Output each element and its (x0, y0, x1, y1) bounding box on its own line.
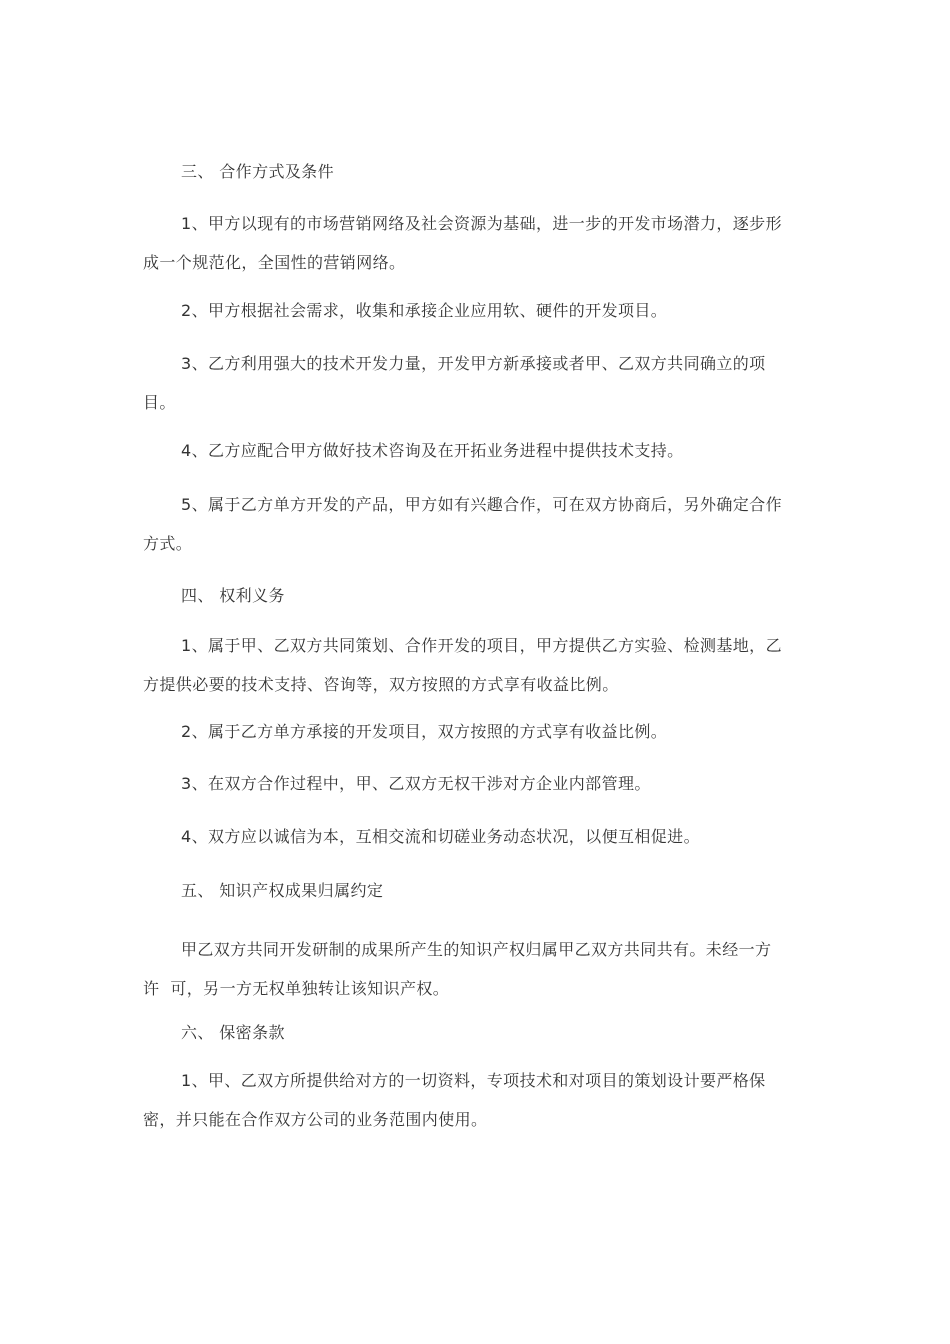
paragraph-line: 5、属于乙方单方开发的产品，甲方如有兴趣合作，可在双方协商后，另外确定合作 (181, 495, 782, 514)
paragraph-line: 4、乙方应配合甲方做好技术咨询及在开拓业务进程中提供技术支持。 (181, 441, 684, 460)
paragraph-3-1 (143, 204, 813, 282)
paragraph-line: 目。 (143, 393, 176, 412)
paragraph-3-3 (143, 344, 813, 422)
paragraph-4-2 (143, 712, 813, 751)
section-heading-4 (143, 576, 813, 615)
paragraph-line: 1、甲、乙双方所提供给对方的一切资料，专项技术和对项目的策划设计要严格保 (181, 1071, 766, 1090)
paragraph-line: 成一个规范化，全国性的营销网络。 (143, 253, 406, 272)
paragraph-4-3 (143, 764, 813, 803)
paragraph-line: 密，并只能在合作双方公司的业务范围内使用。 (143, 1110, 488, 1129)
section-heading-3 (143, 152, 813, 191)
paragraph-line: 1、属于甲、乙双方共同策划、合作开发的项目，甲方提供乙方实验、检测基地，乙 (181, 636, 782, 655)
paragraph-line: 4、双方应以诚信为本，互相交流和切磋业务动态状况，以便互相促进。 (181, 827, 700, 846)
heading-text: 六、 保密条款 (181, 1023, 285, 1042)
section-heading-5 (143, 871, 813, 910)
paragraph-line: 3、在双方合作过程中，甲、乙双方无权干涉对方企业内部管理。 (181, 774, 651, 793)
paragraph-line: 甲乙双方共同开发研制的成果所产生的知识产权归属甲乙双方共同共有。未经一方 (181, 940, 772, 959)
heading-text: 五、 知识产权成果归属约定 (181, 881, 384, 900)
paragraph-line: 2、属于乙方单方承接的开发项目，双方按照的方式享有收益比例。 (181, 722, 668, 741)
paragraph-6-1 (143, 1061, 813, 1139)
section-heading-6 (143, 1013, 813, 1052)
paragraph-line: 1、甲方以现有的市场营销网络及社会资源为基础，进一步的开发市场潜力，逐步形 (181, 214, 782, 233)
paragraph-line: 3、乙方利用强大的技术开发力量，开发甲方新承接或者甲、乙双方共同确立的项 (181, 354, 766, 373)
heading-text: 四、 权利义务 (181, 586, 285, 605)
heading-text: 三、 合作方式及条件 (181, 162, 335, 181)
paragraph-3-5 (143, 485, 813, 563)
paragraph-3-2 (143, 291, 813, 330)
paragraph-5-1 (143, 930, 813, 1008)
paragraph-line: 2、甲方根据社会需求，收集和承接企业应用软、硬件的开发项目。 (181, 301, 668, 320)
paragraph-line: 许 可，另一方无权单独转让该知识产权。 (143, 979, 450, 998)
paragraph-4-4 (143, 817, 813, 856)
paragraph-4-1 (143, 626, 813, 704)
paragraph-line: 方提供必要的技术支持、咨询等，双方按照的方式享有收益比例。 (143, 675, 619, 694)
paragraph-3-4 (143, 431, 813, 470)
paragraph-line: 方式。 (143, 534, 193, 553)
